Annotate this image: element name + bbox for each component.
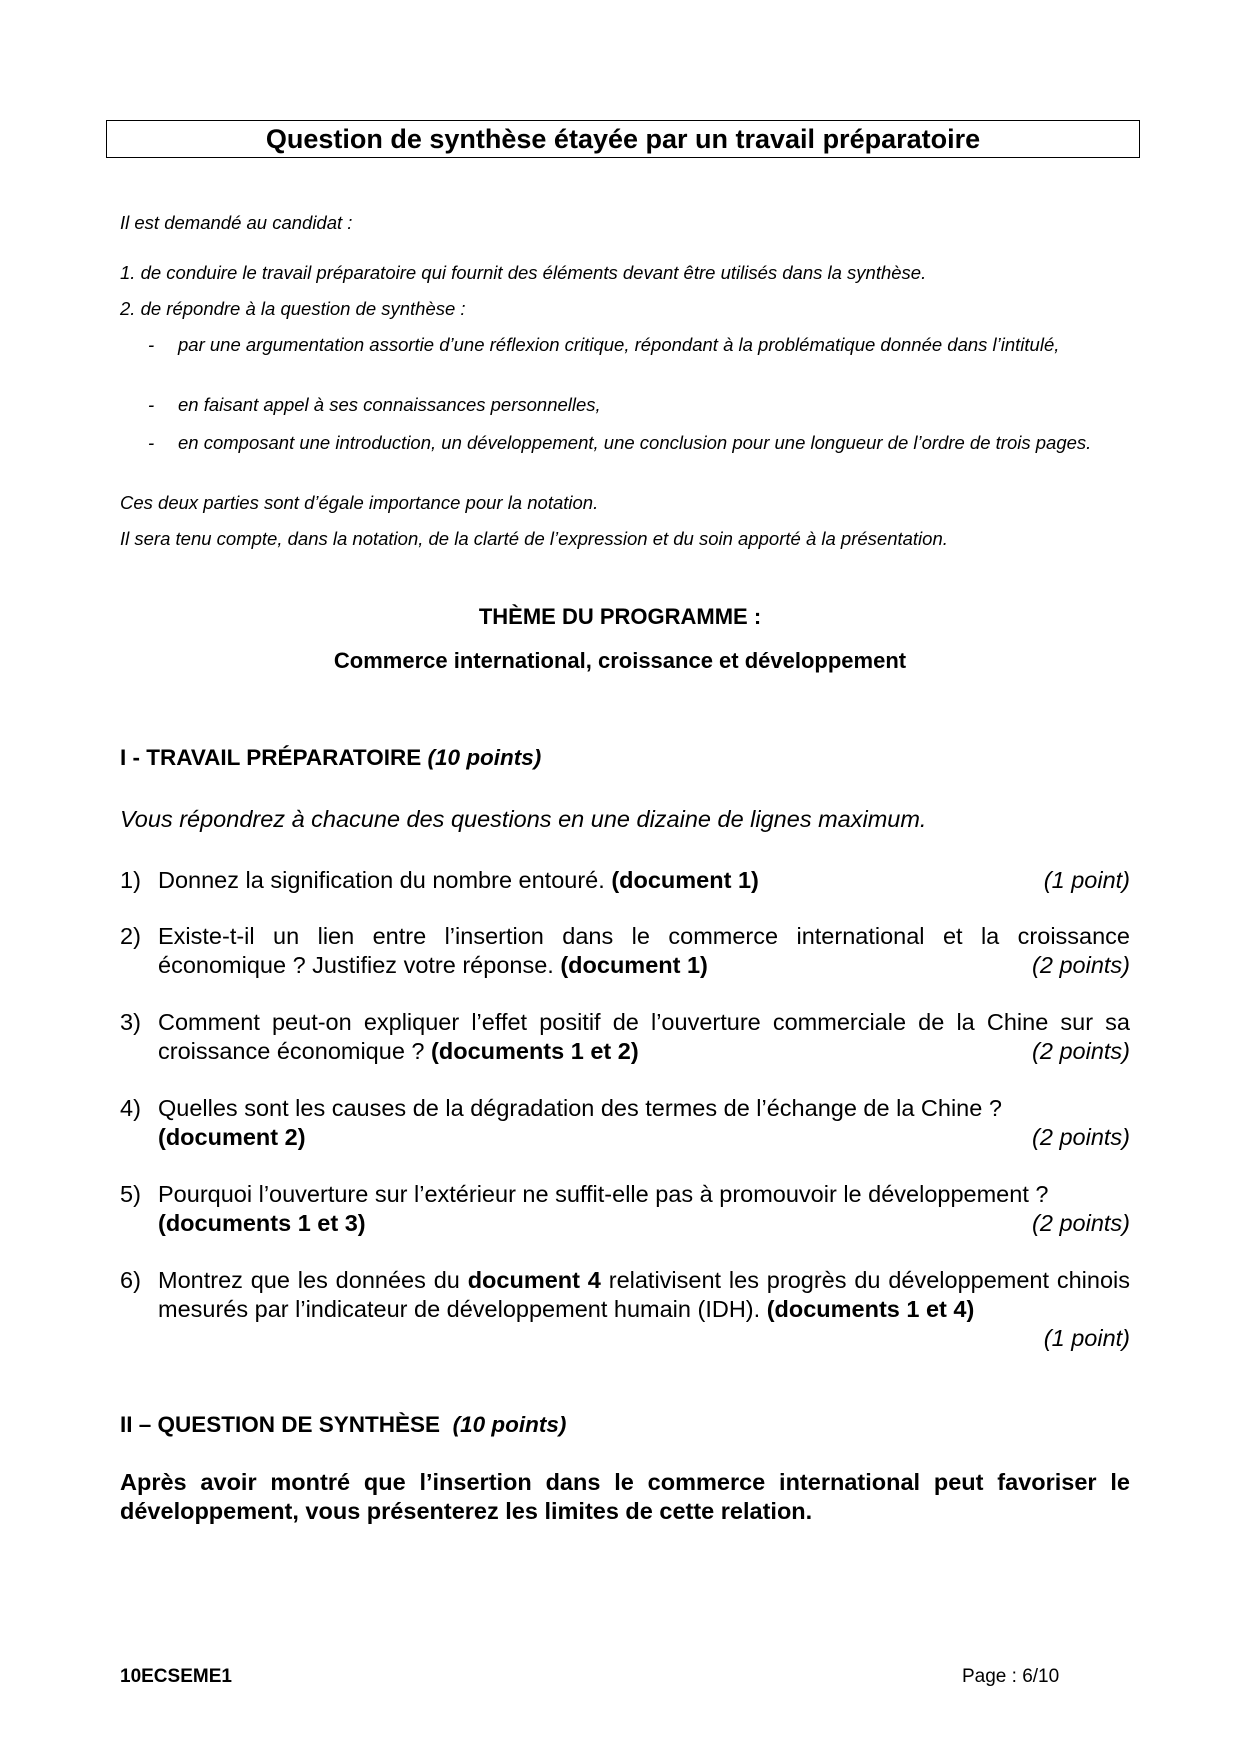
instructions-item-2: 2. de répondre à la question de synthèse :: [120, 298, 466, 319]
bullet-dash: -: [148, 334, 155, 355]
document-code: 10ECSEME1: [120, 1666, 232, 1687]
question-points: (2 points): [1032, 952, 1130, 978]
bullet-text: par une argumentation assortie d’une réflexion critique, répondant à la problématique donnée dans l’intitulé,: [178, 334, 1060, 355]
question-reference: (documents 1 et 3): [158, 1210, 366, 1236]
question-number: 6): [120, 1267, 141, 1293]
instructions-note-2: Il sera tenu compte, dans la notation, de la clarté de l’expression et du soin apporté à la présentation.: [120, 528, 948, 549]
question-number: 1): [120, 867, 141, 893]
question-reference: (documents 1 et 2): [431, 1038, 639, 1064]
section-2-points: (10 points): [452, 1412, 567, 1437]
question-reference: (document 2): [158, 1124, 306, 1150]
section-1-intro: Vous répondrez à chacune des questions en une dizaine de lignes maximum.: [120, 806, 927, 832]
question-points: (1 point): [1043, 867, 1130, 893]
page-number: Page : 6/10: [962, 1666, 1060, 1687]
question-text: Montrez que les données du document 4 relativisent les progrès du développement chinois mesurés par l’indicateur de développement humain (IDH). (documents 1 et 4): [158, 1267, 1131, 1322]
question-number: 2): [120, 923, 141, 949]
section-1-title: I - TRAVAIL PRÉPARATOIRE: [120, 745, 422, 770]
synthesis-question: Après avoir montré que l’insertion dans le commerce international peut favoriser le développement, vous présenterez les limites de cette relation.: [120, 1469, 1130, 1524]
bullet-dash: -: [148, 394, 155, 415]
question-text: Donnez la signification du nombre entouré. (document 1): [158, 867, 759, 893]
section-2-heading: [120, 1412, 566, 1438]
question-points: (2 points): [1032, 1124, 1130, 1150]
page-title: Question de synthèse étayée par un travail préparatoire: [106, 120, 1140, 158]
question-text: Pourquoi l’ouverture sur l’extérieur ne suffit-elle pas à promouvoir le développement ? (documents 1 et 3): [158, 1181, 1049, 1236]
question-reference: (document 1): [611, 867, 759, 893]
question-reference: (documents 1 et 4): [766, 1296, 975, 1322]
instructions-item-1: 1. de conduire le travail préparatoire qui fournit des éléments devant être utilisés dans la synthèse.: [120, 262, 927, 283]
section-1-heading: [120, 745, 541, 771]
bullet-dash: -: [148, 432, 155, 453]
question-points: (2 points): [1032, 1210, 1130, 1236]
question-text: Existe-t-il un lien entre l’insertion dans le commerce international et la croissance économique ? Justifiez votre réponse. (document 1): [158, 923, 1130, 978]
bullet-text: en faisant appel à ses connaissances personnelles,: [178, 394, 601, 415]
bullet-text: en composant une introduction, un développement, une conclusion pour une longueur de l’ordre de trois pages.: [178, 432, 1092, 453]
question-number: 3): [120, 1009, 141, 1035]
section-2-title: II – QUESTION DE SYNTHÈSE: [120, 1412, 441, 1437]
question-text: Comment peut-on expliquer l’effet positif de l’ouverture commerciale de la Chine sur sa croissance économique ? (documents 1 et 2): [158, 1009, 1130, 1064]
question-number: 4): [120, 1095, 141, 1121]
theme-label: THÈME DU PROGRAMME :: [478, 604, 762, 629]
question-inline-reference: document 4: [467, 1267, 601, 1293]
instructions-intro: Il est demandé au candidat :: [120, 212, 353, 233]
question-points: (2 points): [1032, 1038, 1130, 1064]
question-reference: (document 1): [560, 952, 708, 978]
question-text: Quelles sont les causes de la dégradation des termes de l’échange de la Chine ? (document 2): [158, 1095, 1002, 1150]
theme-subject: Commerce international, croissance et développement: [333, 648, 907, 673]
question-points: (1 point): [1043, 1325, 1130, 1351]
instructions-note-1: Ces deux parties sont d’égale importance pour la notation.: [120, 492, 599, 513]
section-1-points: (10 points): [427, 745, 542, 770]
question-number: 5): [120, 1181, 141, 1207]
